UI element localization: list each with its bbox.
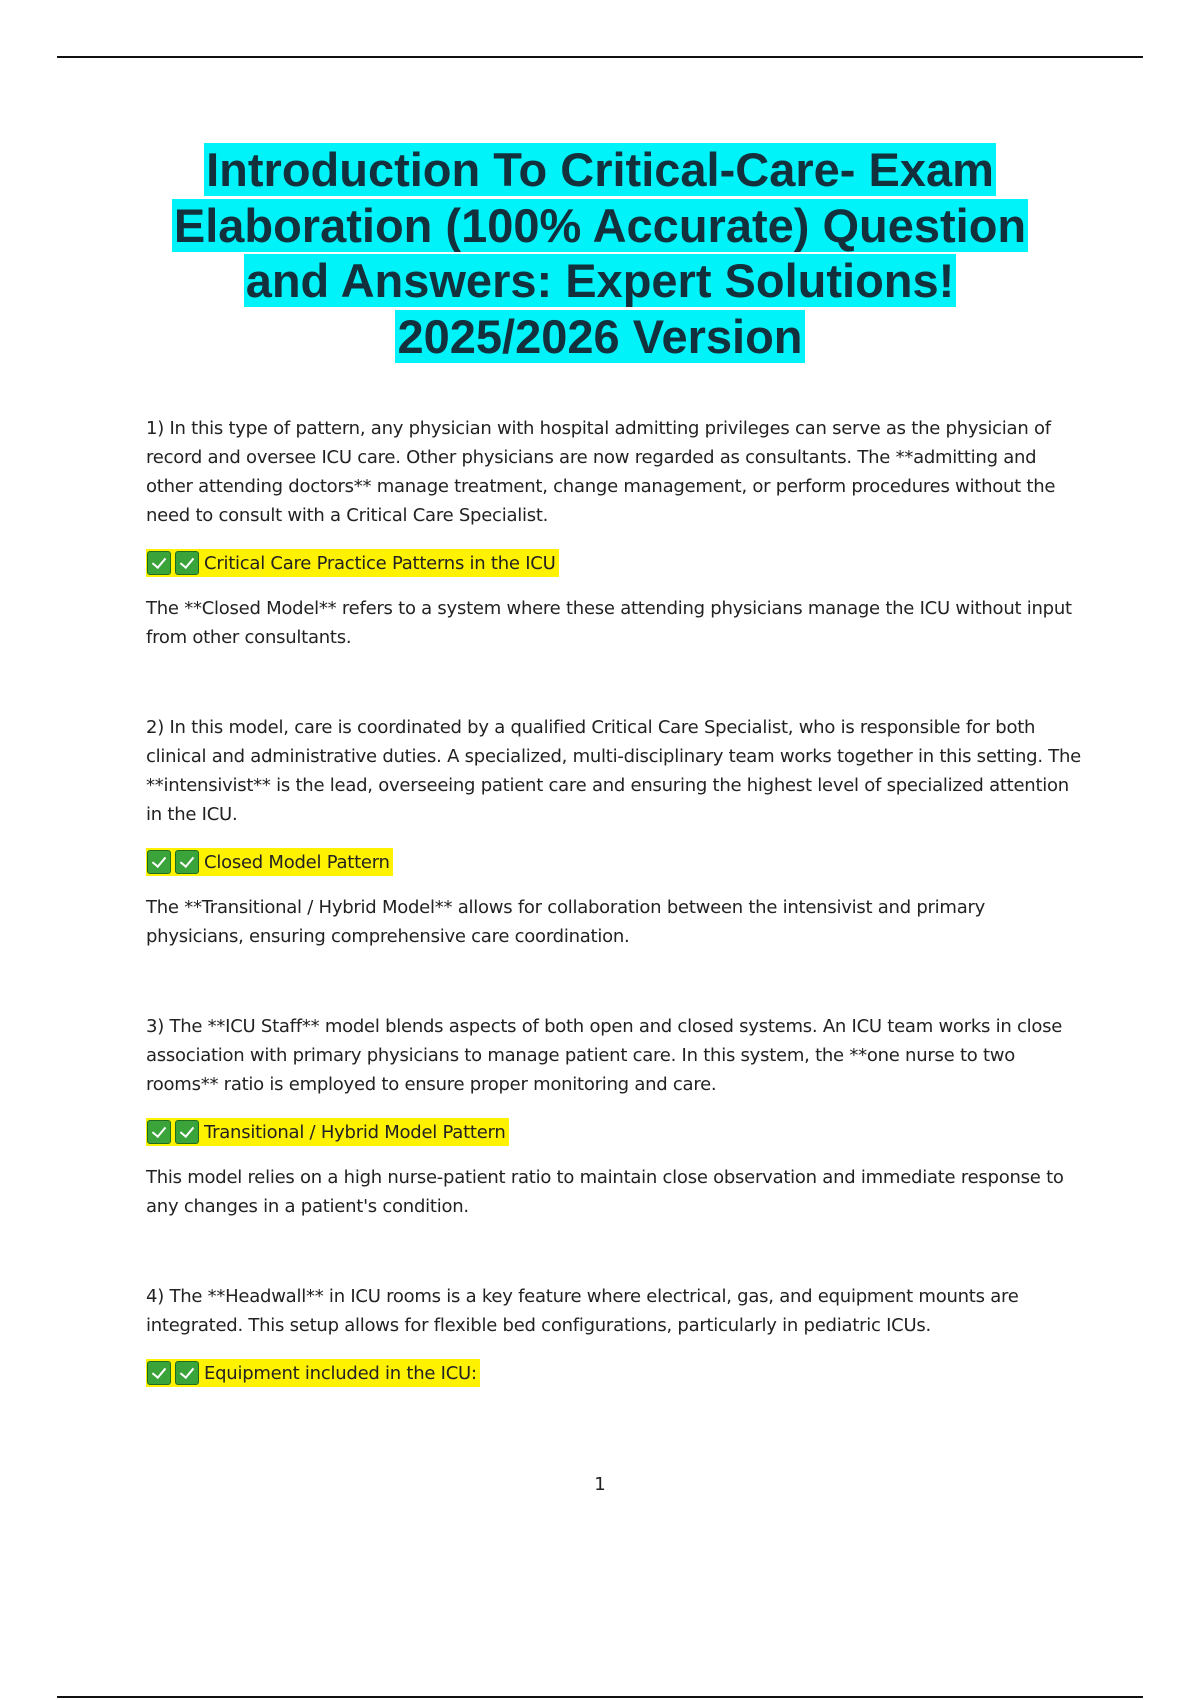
footer-rule xyxy=(57,1696,1143,1698)
answer-text: Equipment included in the ICU: xyxy=(204,1362,477,1384)
page-number: 1 xyxy=(594,1474,606,1495)
qa-item-3 xyxy=(146,1012,1086,1221)
answer-highlight xyxy=(146,1359,480,1387)
check-box-icon xyxy=(175,850,199,874)
explanation-text: The **Closed Model** refers to a system where these attending physicians manage the ICU without input from other consultants. xyxy=(146,598,1072,648)
answer-highlight xyxy=(146,549,559,577)
question-text: 4) The **Headwall** in ICU rooms is a key feature where electrical, gas, and equipment mounts are integrated. This setup allows for flexible bed configurations, particularly in pediatric ICUs. xyxy=(146,1286,1019,1336)
answer-text: Critical Care Practice Patterns in the ICU xyxy=(204,552,556,574)
answer-row xyxy=(146,1117,1086,1147)
answer-text: Closed Model Pattern xyxy=(204,851,390,873)
qa-list xyxy=(146,414,1086,1388)
title-line-1: Introduction To Critical-Care- Exam xyxy=(206,143,994,196)
qa-item-4 xyxy=(146,1282,1086,1388)
check-box-icon xyxy=(147,1361,171,1385)
check-box-icon xyxy=(147,551,171,575)
check-box-icon xyxy=(147,1120,171,1144)
answer-highlight xyxy=(146,848,393,876)
question-text: 2) In this model, care is coordinated by a qualified Critical Care Specialist, who is responsible for both clinical and administrative duties. A specialized, multi-disciplinary team works together in this setting. The **intensivist** is the lead, overseeing patient care and ensuring the highest level of specialized attention in the ICU. xyxy=(146,717,1082,825)
answer-row xyxy=(146,548,1086,578)
check-box-icon xyxy=(175,1361,199,1385)
answer-row xyxy=(146,847,1086,877)
title-line-4: 2025/2026 Version xyxy=(397,309,803,363)
spacer xyxy=(146,652,1086,713)
qa-item-2 xyxy=(146,713,1086,951)
title-line-3: and Answers: Expert Solutions! xyxy=(245,254,955,307)
qa-item-1 xyxy=(146,414,1086,652)
title-line-2: Elaboration (100% Accurate) Question xyxy=(173,198,1027,252)
spacer xyxy=(146,951,1086,1012)
question-text: 3) The **ICU Staff** model blends aspects of both open and closed systems. An ICU team works in close association with primary physicians to manage patient care. In this system, the **one nurse to two rooms** ratio is employed to ensure proper monitoring and care. xyxy=(146,1016,1063,1095)
explanation-text: This model relies on a high nurse-patient ratio to maintain close observation and immediate response to any changes in a patient's condition. xyxy=(146,1167,1064,1217)
check-box-icon xyxy=(175,1120,199,1144)
explanation-text: The **Transitional / Hybrid Model** allows for collaboration between the intensivist and primary physicians, ensuring comprehensive care coordination. xyxy=(146,897,986,947)
document-title xyxy=(100,142,1100,364)
check-box-icon xyxy=(147,850,171,874)
answer-highlight xyxy=(146,1118,509,1146)
spacer xyxy=(146,1221,1086,1282)
header-rule xyxy=(57,56,1143,58)
answer-text: Transitional / Hybrid Model Pattern xyxy=(204,1121,506,1143)
question-text: 1) In this type of pattern, any physician with hospital admitting privileges can serve as the physician of record and oversee ICU care. Other physicians are now regarded as consultants. The **admitting and other attending doctors** manage treatment, change management, or perform procedures without the need to consult with a Critical Care Specialist. xyxy=(146,418,1056,526)
answer-row xyxy=(146,1358,1086,1388)
check-box-icon xyxy=(175,551,199,575)
